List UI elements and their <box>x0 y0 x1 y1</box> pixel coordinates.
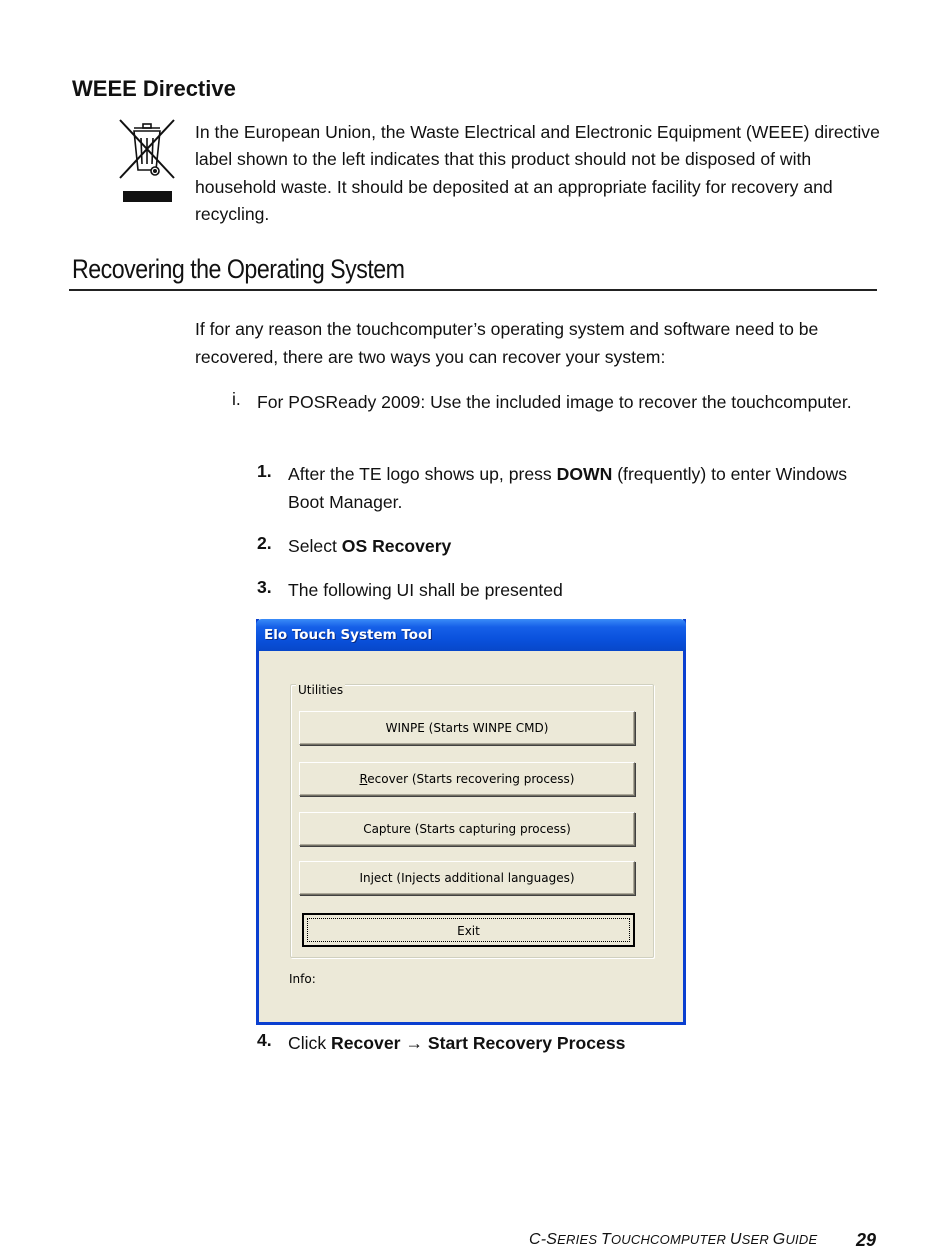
list-item-text: For POSReady 2009: Use the included image to recover the touchcomputer. <box>257 392 852 412</box>
weee-heading: WEEE Directive <box>72 76 236 101</box>
step-text-part: (frequently) to enter Windows Boot Manager. <box>288 464 847 512</box>
crossed-out-wheelie-bin-icon <box>114 116 180 206</box>
intro-paragraph: If for any reason the touchcomputer’s operating system and software need to be recovered, there are two ways you can recover your system: <box>195 319 819 367</box>
recover-button[interactable] <box>299 762 635 796</box>
step-text-part: Select <box>288 536 342 556</box>
step-bold: DOWN <box>556 464 613 484</box>
step-text-part: After the TE logo shows up, press <box>288 464 557 484</box>
page-number: 29 <box>856 1230 877 1250</box>
focus-rectangle <box>307 918 630 942</box>
section-divider <box>69 289 877 291</box>
step-bold: OS Recovery <box>341 536 452 556</box>
inject-button[interactable]: Inject (Injects additional languages) <box>299 861 635 895</box>
footer-text-part: OUCHCOMPUTER <box>610 1232 730 1247</box>
step-text-part: Click <box>288 1033 332 1053</box>
info-label: Info: <box>289 972 316 986</box>
recover-button-label: ecover (Starts recovering process) <box>367 772 575 786</box>
step-text <box>288 461 868 516</box>
arrow-icon: → <box>405 1033 423 1053</box>
footer-text-part: -S <box>540 1231 558 1248</box>
footer-text-part: U <box>729 1231 742 1248</box>
step-text-part: The following UI shall be presented <box>288 580 563 600</box>
footer-text-part: T <box>601 1231 611 1248</box>
step-text <box>288 1030 868 1058</box>
list-marker: i. <box>232 389 241 409</box>
utilities-group-label: Utilities <box>298 683 344 697</box>
step-text <box>288 533 868 561</box>
step-bold: Recover <box>331 1033 401 1053</box>
weee-paragraph: In the European Union, the Waste Electrical and Electronic Equipment (WEEE) directive label shown to the left indicates that this product should not be disposed of with household waste. It should be deposited at an appropriate facility for recovery and recycling. <box>195 122 880 224</box>
section-title: Recovering the Operating System <box>72 254 405 284</box>
exit-button-label: Exit <box>457 924 480 938</box>
dialog-title: Elo Touch System Tool <box>264 627 432 643</box>
exit-button[interactable] <box>302 913 635 947</box>
footer-text-part: G <box>772 1231 786 1248</box>
step-bold: Start Recovery Process <box>427 1033 626 1053</box>
dialog-titlebar <box>256 619 686 651</box>
capture-button[interactable]: Capture (Starts capturing process) <box>299 812 635 846</box>
recover-mnemonic: R <box>359 772 368 786</box>
step-number: 1. <box>257 461 272 481</box>
step-number: 4. <box>257 1030 272 1050</box>
footer-text-part: SER <box>741 1232 773 1247</box>
step-number: 2. <box>257 533 272 553</box>
step-number: 3. <box>257 577 272 597</box>
footer-text-part: ERIES <box>557 1232 601 1247</box>
winpe-button[interactable]: WINPE (Starts WINPE CMD) <box>299 711 635 745</box>
elo-tool-dialog <box>256 619 686 1025</box>
footer-text-part: C <box>529 1231 541 1248</box>
footer-text-part: UIDE <box>785 1232 818 1247</box>
footer-guide-title <box>529 1231 817 1249</box>
step-text <box>288 577 868 605</box>
